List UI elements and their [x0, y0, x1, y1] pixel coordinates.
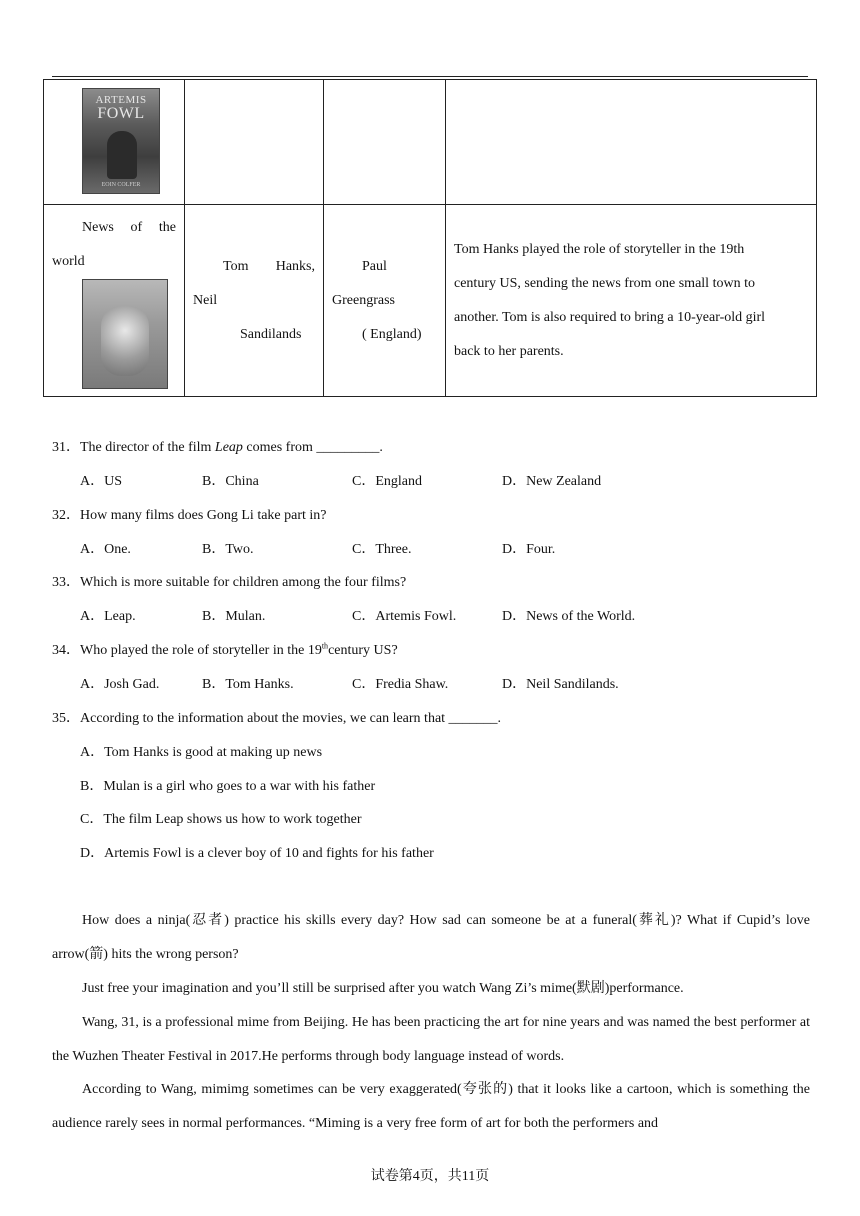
- option-32-a[interactable]: A．One.: [80, 542, 131, 557]
- description-line1: Tom Hanks played the role of storyteller in the 19th: [454, 242, 745, 257]
- question-number: 33．: [52, 575, 80, 590]
- table-cell-description: [446, 205, 817, 397]
- superscript-th: th: [321, 641, 329, 651]
- passage-paragraph-1: How does a ninja(忍者) practice his skills every day? How sad can someone be at a funeral(葬礼)? What if Cupid’s love arrow(箭) hits the wrong person?: [52, 913, 810, 962]
- film-name-line1: [82, 211, 176, 245]
- actors-line1: [223, 250, 315, 284]
- director-line3: ( England): [362, 327, 422, 342]
- option-31-d[interactable]: D．New Zealand: [502, 474, 602, 489]
- option-31-b[interactable]: B．China: [202, 474, 259, 489]
- question-number: 32．: [52, 508, 80, 523]
- table-cell-description-empty: [446, 80, 817, 205]
- option-34-a[interactable]: A．Josh Gad.: [80, 677, 160, 692]
- option-32-b[interactable]: B．Two.: [202, 542, 254, 557]
- option-31-c[interactable]: C．England: [352, 474, 422, 489]
- question-number: 35．: [52, 711, 80, 726]
- question-text: According to the information about the movies, we can learn that _______.: [80, 711, 502, 726]
- question-text: Which is more suitable for children among the four films?: [80, 575, 407, 590]
- question-text: Who played the role of storyteller in the 19: [80, 643, 322, 658]
- poster-title: ARTEMIS: [95, 94, 147, 106]
- question-text: How many films does Gong Li take part in?: [80, 508, 327, 523]
- question-number: 31．: [52, 440, 80, 455]
- poster-figure: [101, 306, 149, 376]
- film-name-line2: world: [52, 254, 85, 269]
- film-title-leap: Leap: [214, 440, 243, 455]
- option-35-b[interactable]: B．Mulan is a girl who goes to a war with his father: [80, 779, 376, 794]
- artemis-fowl-poster-image: [82, 88, 160, 194]
- description-line2: century US, sending the news from one small town to: [454, 276, 755, 291]
- poster-author: EOIN COLFER: [101, 182, 141, 188]
- table-cell-actors: [185, 205, 324, 397]
- actor-word: Hanks,: [275, 259, 315, 274]
- question-text-end: comes from _________.: [242, 440, 383, 455]
- poster-title-2: FOWL: [97, 105, 145, 122]
- question-32: [52, 506, 327, 526]
- actors-line2: Neil: [193, 293, 218, 308]
- option-31-a[interactable]: A．US: [80, 474, 123, 489]
- passage-paragraph-4: According to Wang, mimimg sometimes can be very exaggerated(夸张的) that it looks like a cartoon, which is something the audience rarely sees in normal performances. “Miming is a very free form of art for both the performers and: [52, 1082, 810, 1131]
- option-32-c[interactable]: C．Three.: [352, 542, 412, 557]
- table-cell-film-poster: [44, 80, 185, 205]
- table-cell-director: [324, 205, 446, 397]
- option-32-d[interactable]: D．Four.: [502, 542, 556, 557]
- option-35-a[interactable]: A．Tom Hanks is good at making up news: [80, 745, 323, 760]
- page-footer: 试卷第4页，共11页: [370, 1169, 490, 1184]
- question-text-end: century US?: [328, 643, 398, 658]
- question-35: [52, 709, 501, 729]
- poster-figure: [107, 131, 137, 179]
- passage-paragraph-2: Just free your imagination and you’ll still be surprised after you watch Wang Zi’s mime(默剧)performance.: [82, 981, 684, 996]
- film-name-word: of: [130, 220, 143, 235]
- question-number: 34．: [52, 643, 80, 658]
- table-cell-actors-empty: [185, 80, 324, 205]
- director-line1: Paul: [362, 259, 387, 274]
- film-name-word: the: [158, 220, 176, 235]
- question-34: [52, 641, 398, 661]
- option-34-c[interactable]: C．Fredia Shaw.: [352, 677, 449, 692]
- director-line2: Greengrass: [332, 293, 395, 308]
- option-33-c[interactable]: C．Artemis Fowl.: [352, 609, 457, 624]
- header-rule: [52, 76, 808, 77]
- option-33-d[interactable]: D．News of the World.: [502, 609, 636, 624]
- option-33-b[interactable]: B．Mulan.: [202, 609, 266, 624]
- film-table: [43, 79, 817, 397]
- option-33-a[interactable]: A．Leap.: [80, 609, 136, 624]
- news-of-the-world-poster-image: [82, 279, 168, 389]
- option-34-b[interactable]: B．Tom Hanks.: [202, 677, 294, 692]
- question-31: [52, 438, 383, 458]
- actors-line3: Sandilands: [240, 327, 302, 342]
- question-33: [52, 573, 406, 593]
- actor-word: Tom: [223, 259, 249, 274]
- passage-paragraph-3: Wang, 31, is a professional mime from Beijing. He has been practicing the art for nine years and was named the best performer at the Wuzhen Theater Festival in 2017.He performs through body language instead of words.: [52, 1015, 810, 1064]
- film-name-word: News: [82, 220, 114, 235]
- question-text: The director of the film: [80, 440, 215, 455]
- description-line4: back to her parents.: [454, 344, 564, 359]
- option-35-c[interactable]: C．The film Leap shows us how to work together: [80, 812, 362, 827]
- option-35-d[interactable]: D．Artemis Fowl is a clever boy of 10 and fights for his father: [80, 846, 434, 861]
- table-cell-director-empty: [324, 80, 446, 205]
- description-line3: another. Tom is also required to bring a 10-year-old girl: [454, 310, 766, 325]
- table-cell-film-news: [44, 205, 185, 397]
- option-34-d[interactable]: D．Neil Sandilands.: [502, 677, 619, 692]
